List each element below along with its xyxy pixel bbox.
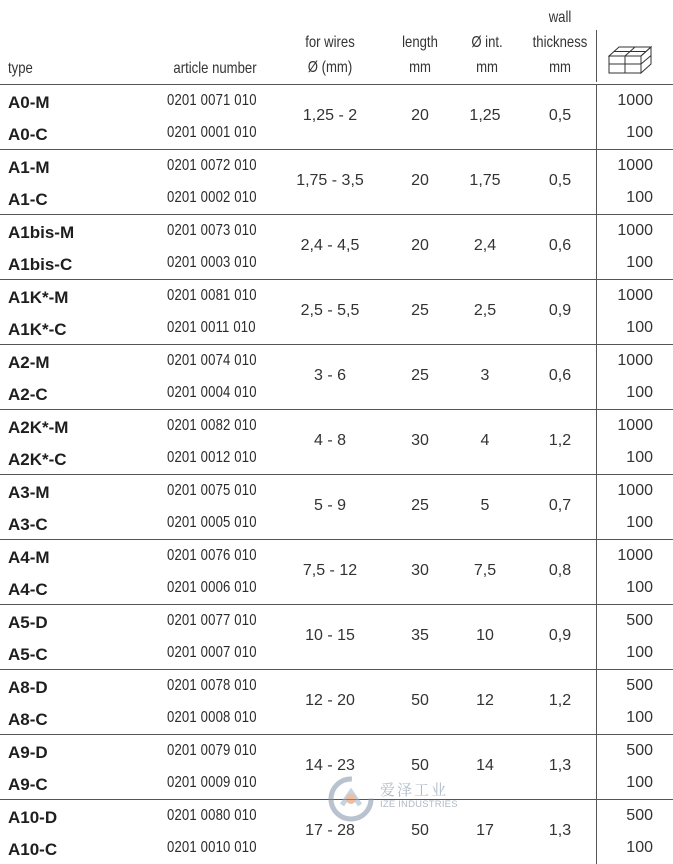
type-cell: A10-C xyxy=(8,840,58,859)
table-row xyxy=(0,344,673,409)
inner-diameter-cell: 7,5 xyxy=(473,562,497,579)
type-cell: A4-C xyxy=(8,580,48,599)
header-wall-line3: mm xyxy=(549,59,571,76)
header-wall-thickness xyxy=(531,5,588,80)
type-cell: A2-M xyxy=(8,353,50,372)
pack-quantity-cell: 1000 xyxy=(617,547,653,564)
table-row xyxy=(0,409,673,474)
wire-range-cell: 7,5 - 12 xyxy=(302,562,358,579)
table-row xyxy=(0,669,673,734)
pack-quantity-cell: 1000 xyxy=(617,417,653,434)
table-row xyxy=(0,214,673,279)
type-cell: A1K*-C xyxy=(8,320,67,339)
table-header xyxy=(0,0,673,84)
wire-range-cell: 14 - 23 xyxy=(305,757,355,774)
inner-diameter-cell: 2,4 xyxy=(473,237,497,254)
ize-logo-icon xyxy=(328,776,374,822)
header-length-line1: length xyxy=(402,34,438,51)
type-cell: A0-C xyxy=(8,125,48,144)
wire-range-cell: 1,25 - 2 xyxy=(302,107,358,124)
pack-quantity-cell: 500 xyxy=(626,742,653,759)
column-separator xyxy=(596,85,597,149)
type-cell: A2K*-C xyxy=(8,450,67,469)
wall-thickness-cell: 0,9 xyxy=(548,627,572,644)
type-cell: A1K*-M xyxy=(8,288,69,307)
length-cell: 50 xyxy=(411,692,429,709)
article-number-cell: 0201 0006 010 xyxy=(167,579,257,596)
article-number-cell: 0201 0001 010 xyxy=(167,124,257,141)
pack-quantity-cell: 1000 xyxy=(617,287,653,304)
length-cell: 25 xyxy=(411,367,429,384)
article-number-cell: 0201 0010 010 xyxy=(167,839,257,856)
wall-thickness-cell: 0,6 xyxy=(548,237,572,254)
wall-thickness-cell: 1,3 xyxy=(548,822,572,839)
wire-range-cell: 4 - 8 xyxy=(313,432,346,449)
column-separator xyxy=(596,215,597,279)
type-cell: A4-M xyxy=(8,548,50,567)
inner-diameter-cell: 12 xyxy=(476,692,494,709)
article-number-cell: 0201 0005 010 xyxy=(167,514,257,531)
length-cell: 50 xyxy=(411,757,429,774)
pack-quantity-cell: 100 xyxy=(626,384,653,401)
header-length-line2: mm xyxy=(409,59,431,76)
article-number-cell: 0201 0081 010 xyxy=(167,287,257,304)
inner-diameter-cell: 1,25 xyxy=(469,107,501,124)
wall-thickness-cell: 0,5 xyxy=(548,107,572,124)
article-number-cell: 0201 0078 010 xyxy=(167,677,257,694)
header-for-wires-line2: Ø (mm) xyxy=(307,59,353,76)
header-article-number: article number xyxy=(173,60,257,77)
wire-range-cell: 12 - 20 xyxy=(305,692,355,709)
type-cell: A8-C xyxy=(8,710,48,729)
pack-quantity-cell: 100 xyxy=(626,189,653,206)
wall-thickness-cell: 0,6 xyxy=(548,367,572,384)
header-for-wires xyxy=(291,30,368,80)
pack-quantity-cell: 1000 xyxy=(617,222,653,239)
pack-quantity-cell: 1000 xyxy=(617,157,653,174)
header-inner-diameter xyxy=(462,30,511,80)
inner-diameter-cell: 10 xyxy=(476,627,494,644)
pack-quantity-cell: 100 xyxy=(626,514,653,531)
column-separator xyxy=(596,410,597,474)
wall-thickness-cell: 1,3 xyxy=(548,757,572,774)
table-row xyxy=(0,604,673,669)
column-separator xyxy=(596,605,597,669)
article-number-cell: 0201 0012 010 xyxy=(167,449,257,466)
wall-thickness-cell: 0,5 xyxy=(548,172,572,189)
length-cell: 30 xyxy=(411,562,429,579)
article-number-cell: 0201 0007 010 xyxy=(167,644,257,661)
pack-quantity-cell: 500 xyxy=(626,612,653,629)
type-cell: A8-D xyxy=(8,678,48,697)
column-separator xyxy=(596,280,597,344)
type-cell: A2K*-M xyxy=(8,418,69,437)
type-cell: A9-C xyxy=(8,775,48,794)
wall-thickness-cell: 0,9 xyxy=(548,302,572,319)
article-number-cell: 0201 0077 010 xyxy=(167,612,257,629)
type-cell: A0-M xyxy=(8,93,50,112)
column-separator xyxy=(596,735,597,799)
wire-range-cell: 1,75 - 3,5 xyxy=(296,172,364,189)
table-row xyxy=(0,84,673,149)
inner-diameter-cell: 14 xyxy=(476,757,494,774)
pack-quantity-cell: 1000 xyxy=(617,482,653,499)
wire-range-cell: 2,4 - 4,5 xyxy=(300,237,360,254)
table-row xyxy=(0,149,673,214)
type-cell: A5-D xyxy=(8,613,48,632)
header-type: type xyxy=(8,60,33,77)
watermark xyxy=(328,776,478,826)
type-cell: A1bis-C xyxy=(8,255,73,274)
header-separator xyxy=(596,30,597,82)
wall-thickness-cell: 1,2 xyxy=(548,692,572,709)
header-int-line1: Ø int. xyxy=(471,34,503,51)
article-number-cell: 0201 0076 010 xyxy=(167,547,257,564)
pack-quantity-cell: 1000 xyxy=(617,92,653,109)
header-for-wires-line1: for wires xyxy=(305,34,355,51)
article-number-cell: 0201 0075 010 xyxy=(167,482,257,499)
length-cell: 20 xyxy=(411,107,429,124)
length-cell: 25 xyxy=(411,302,429,319)
length-cell: 35 xyxy=(411,627,429,644)
article-number-cell: 0201 0073 010 xyxy=(167,222,257,239)
type-cell: A3-C xyxy=(8,515,48,534)
pack-quantity-cell: 100 xyxy=(626,124,653,141)
article-number-cell: 0201 0082 010 xyxy=(167,417,257,434)
type-cell: A10-D xyxy=(8,808,58,827)
article-number-cell: 0201 0079 010 xyxy=(167,742,257,759)
pack-quantity-cell: 1000 xyxy=(617,352,653,369)
header-wall-line2: thickness xyxy=(532,34,588,51)
column-separator xyxy=(596,345,597,409)
inner-diameter-cell: 3 xyxy=(480,367,490,384)
wire-range-cell: 5 - 9 xyxy=(313,497,346,514)
length-cell: 50 xyxy=(411,822,429,839)
article-number-cell: 0201 0074 010 xyxy=(167,352,257,369)
table-row xyxy=(0,539,673,604)
article-number-cell: 0201 0080 010 xyxy=(167,807,257,824)
watermark-chinese: 爱泽工业 xyxy=(380,782,449,799)
inner-diameter-cell: 1,75 xyxy=(469,172,501,189)
type-cell: A1bis-M xyxy=(8,223,75,242)
type-cell: A3-M xyxy=(8,483,50,502)
pack-quantity-cell: 100 xyxy=(626,319,653,336)
box-stack-icon xyxy=(608,44,652,74)
type-cell: A1-M xyxy=(8,158,50,177)
article-number-cell: 0201 0011 010 xyxy=(167,319,256,336)
inner-diameter-cell: 4 xyxy=(480,432,490,449)
inner-diameter-cell: 5 xyxy=(480,497,490,514)
pack-quantity-cell: 100 xyxy=(626,644,653,661)
wire-range-cell: 17 - 28 xyxy=(305,822,355,839)
wall-thickness-cell: 0,7 xyxy=(548,497,572,514)
length-cell: 30 xyxy=(411,432,429,449)
length-cell: 20 xyxy=(411,237,429,254)
column-separator xyxy=(596,475,597,539)
article-number-cell: 0201 0009 010 xyxy=(167,774,257,791)
watermark-english: IZE INDUSTRIES xyxy=(380,799,458,810)
pack-quantity-cell: 100 xyxy=(626,839,653,856)
length-cell: 25 xyxy=(411,497,429,514)
table-row xyxy=(0,474,673,539)
column-separator xyxy=(596,150,597,214)
header-length xyxy=(395,30,444,80)
column-separator xyxy=(596,540,597,604)
wire-range-cell: 2,5 - 5,5 xyxy=(300,302,360,319)
pack-quantity-cell: 500 xyxy=(626,677,653,694)
pack-quantity-cell: 100 xyxy=(626,254,653,271)
table-row xyxy=(0,279,673,344)
header-wall-line1: wall xyxy=(548,9,572,26)
column-separator xyxy=(596,800,597,864)
article-number-cell: 0201 0071 010 xyxy=(167,92,257,109)
type-cell: A9-D xyxy=(8,743,48,762)
article-number-cell: 0201 0002 010 xyxy=(167,189,257,206)
article-number-cell: 0201 0004 010 xyxy=(167,384,257,401)
type-cell: A2-C xyxy=(8,385,48,404)
inner-diameter-cell: 17 xyxy=(476,822,494,839)
article-number-cell: 0201 0072 010 xyxy=(167,157,257,174)
pack-quantity-cell: 500 xyxy=(626,807,653,824)
wire-range-cell: 10 - 15 xyxy=(305,627,355,644)
article-number-cell: 0201 0008 010 xyxy=(167,709,257,726)
length-cell: 20 xyxy=(411,172,429,189)
pack-quantity-cell: 100 xyxy=(626,579,653,596)
wall-thickness-cell: 0,8 xyxy=(548,562,572,579)
header-int-line2: mm xyxy=(476,59,498,76)
pack-quantity-cell: 100 xyxy=(626,449,653,466)
type-cell: A5-C xyxy=(8,645,48,664)
type-cell: A1-C xyxy=(8,190,48,209)
inner-diameter-cell: 2,5 xyxy=(473,302,497,319)
article-number-cell: 0201 0003 010 xyxy=(167,254,257,271)
pack-quantity-cell: 100 xyxy=(626,774,653,791)
column-separator xyxy=(596,670,597,734)
pack-quantity-cell: 100 xyxy=(626,709,653,726)
wall-thickness-cell: 1,2 xyxy=(548,432,572,449)
wire-range-cell: 3 - 6 xyxy=(313,367,346,384)
